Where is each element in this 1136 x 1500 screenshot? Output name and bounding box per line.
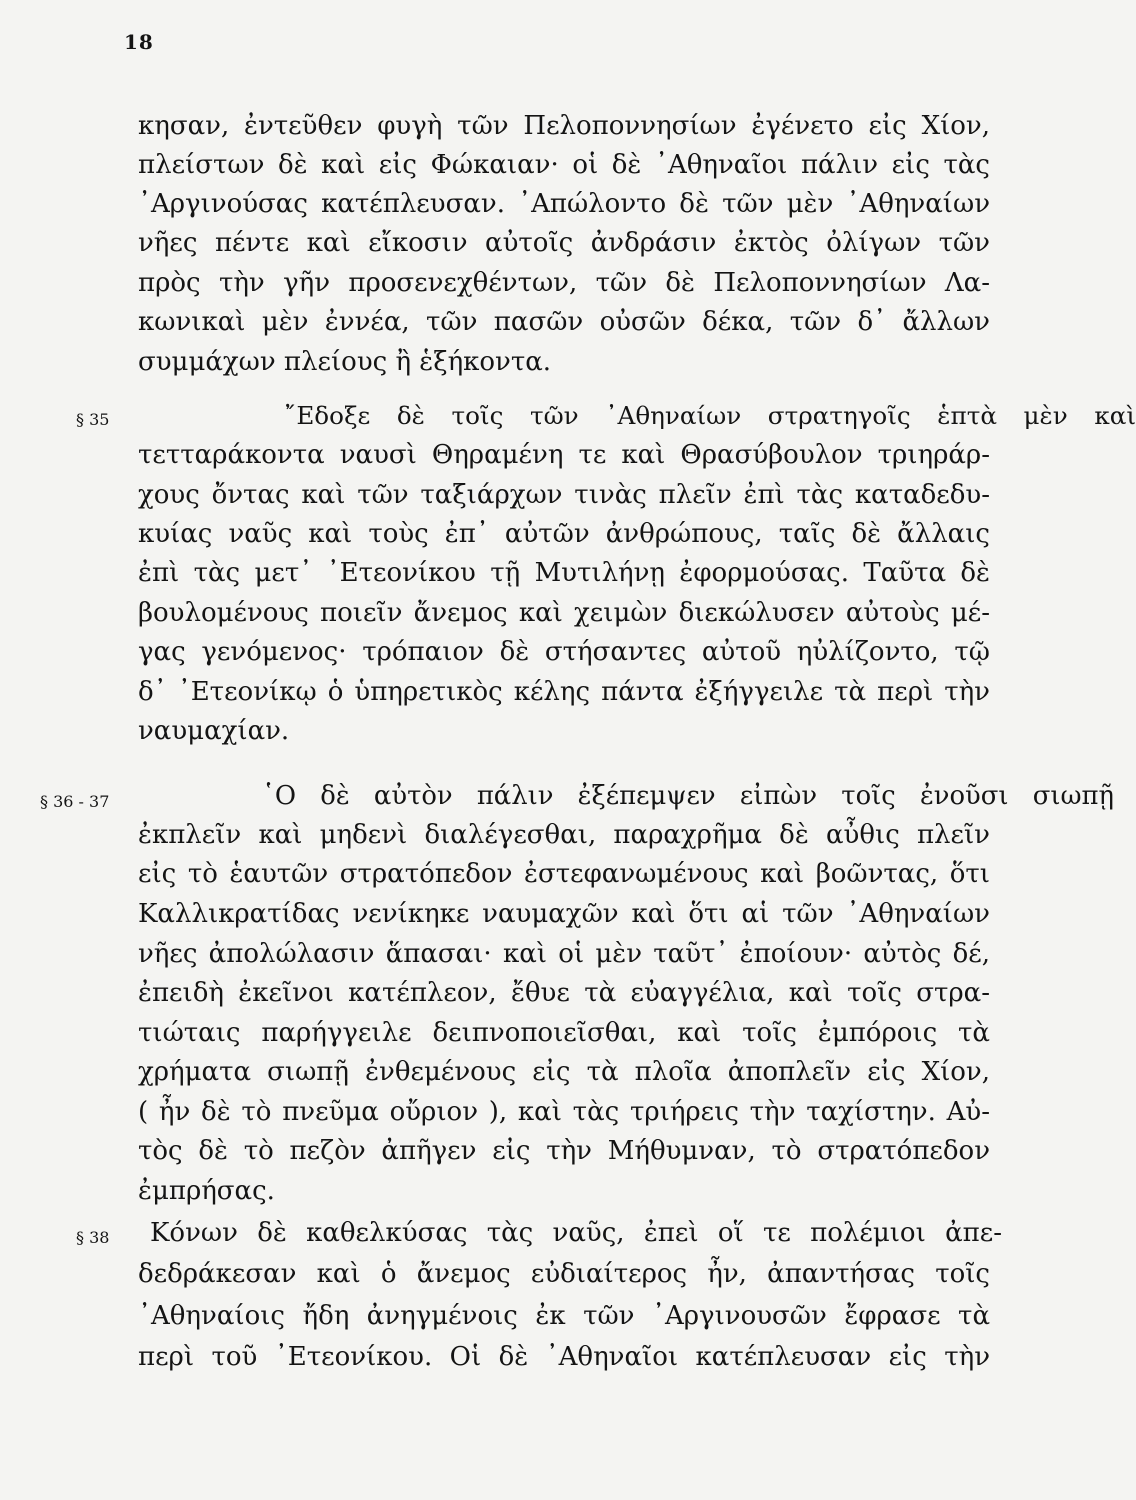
text-line: δ᾿ ᾿Ετεονίκῳ ὁ ὑπηρετικὸς κέλης πάντα ἐξήγγειλε τὰ περὶ τὴν bbox=[138, 677, 990, 707]
section-marker-36-37: § 36 - 37 bbox=[40, 792, 110, 811]
text-line: Κόνων δὲ καθελκύσας τὰς ναῦς, ἐπεὶ οἵ τε πολέμιοι ἀπε- bbox=[150, 1218, 1002, 1248]
text-line: περὶ τοῦ ᾿Ετεονίκου. Οἱ δὲ ᾿Αθηναῖοι κατέπλευσαν εἰς τὴν bbox=[138, 1342, 990, 1372]
text-line: ναυμαχίαν. bbox=[138, 716, 290, 746]
text-line: δεδράκεσαν καὶ ὁ ἄνεμος εὐδιαίτερος ἦν, ἀπαντήσας τοῖς bbox=[138, 1259, 990, 1289]
section-marker-35: § 35 bbox=[76, 410, 110, 429]
text-line: χους ὄντας καὶ τῶν ταξιάρχων τινὰς πλεῖν ἐπὶ τὰς καταδεδυ- bbox=[138, 480, 990, 510]
text-line: κησαν, ἐντεῦθεν φυγὴ τῶν Πελοποννησίων ἐγένετο εἰς Χίον, bbox=[138, 111, 990, 141]
text-line: τιώταις παρήγγειλε δειπνοποιεῖσθαι, καὶ τοῖς ἐμπόροις τὰ bbox=[138, 1018, 990, 1048]
text-line: πλείστων δὲ καὶ εἰς Φώκαιαν· οἱ δὲ ᾿Αθηναῖοι πάλιν εἰς τὰς bbox=[138, 150, 990, 180]
text-line: ( ἦν δὲ τὸ πνεῦμα οὔριον ), καὶ τὰς τριήρεις τὴν ταχίστην. Αὐ- bbox=[138, 1097, 990, 1127]
text-line: ἐπὶ τὰς μετ᾿ ᾿Ετεονίκου τῇ Μυτιλήνῃ ἐφορμούσας. Ταῦτα δὲ bbox=[138, 558, 990, 588]
text-line: ῎Εδοξε δὲ τοῖς τῶν ᾿Αθηναίων στρατηγοῖς ἑπτὰ μὲν καὶ bbox=[284, 401, 1136, 430]
page-number: 18 bbox=[124, 30, 154, 54]
text-line: ἐμπρήσας. bbox=[138, 1176, 275, 1206]
text-line: συμμάχων πλείους ἢ ἑξήκοντα. bbox=[138, 347, 552, 377]
text-line: Καλλικρατίδας νενίκηκε ναυμαχῶν καὶ ὅτι αἱ τῶν ᾿Αθηναίων bbox=[138, 899, 990, 929]
text-line: εἰς τὸ ἑαυτῶν στρατόπεδον ἐστεφανωμένους καὶ βοῶντας, ὅτι bbox=[138, 859, 990, 889]
text-line: ᾿Αργινούσας κατέπλευσαν. ᾿Απώλοντο δὲ τῶν μὲν ᾿Αθηναίων bbox=[138, 189, 990, 219]
text-line: κυίας ναῦς καὶ τοὺς ἐπ᾿ αὐτῶν ἀνθρώπους, ταῖς δὲ ἄλλαις bbox=[138, 519, 990, 549]
text-line: κωνικαὶ μὲν ἐννέα, τῶν πασῶν οὐσῶν δέκα, τῶν δ᾿ ἄλλων bbox=[138, 307, 990, 337]
text-line: ᾿Αθηναίοις ἤδη ἀνηγμένοις ἐκ τῶν ᾿Αργινουσῶν ἔφρασε τὰ bbox=[138, 1301, 990, 1331]
text-line: τὸς δὲ τὸ πεζὸν ἀπῆγεν εἰς τὴν Μήθυμναν, τὸ στρατόπεδον bbox=[138, 1136, 990, 1166]
text-line: γας γενόμενος· τρόπαιον δὲ στήσαντες αὐτοῦ ηὐλίζοντο, τῷ bbox=[138, 637, 990, 667]
text-line: χρήματα σιωπῇ ἐνθεμένους εἰς τὰ πλοῖα ἀποπλεῖν εἰς Χίον, bbox=[138, 1057, 990, 1087]
text-line: νῆες ἀπολώλασιν ἅπασαι· καὶ οἱ μὲν ταῦτ᾿ ἐποίουν· αὐτὸς δέ, bbox=[138, 939, 990, 969]
text-line: πρὸς τὴν γῆν προσενεχθέντων, τῶν δὲ Πελοποννησίων Λα- bbox=[138, 268, 990, 298]
text-line: ἐπειδὴ ἐκεῖνοι κατέπλεον, ἔθυε τὰ εὐαγγέλια, καὶ τοῖς στρα- bbox=[138, 978, 990, 1008]
text-line: νῆες πέντε καὶ εἴκοσιν αὐτοῖς ἀνδράσιν ἐκτὸς ὀλίγων τῶν bbox=[138, 228, 990, 258]
text-line: ῾Ο δὲ αὐτὸν πάλιν ἐξέπεμψεν εἰπὼν τοῖς ἐνοῦσι σιωπῇ bbox=[262, 781, 1114, 811]
section-marker-38: § 38 bbox=[76, 1228, 110, 1247]
text-line: τετταράκοντα ναυσὶ Θηραμένη τε καὶ Θρασύβουλον τριηράρ- bbox=[138, 440, 990, 470]
text-line: βουλομένους ποιεῖν ἄνεμος καὶ χειμὼν διεκώλυσεν αὐτοὺς μέ- bbox=[138, 598, 990, 628]
text-line: ἐκπλεῖν καὶ μηδενὶ διαλέγεσθαι, παραχρῆμα δὲ αὖθις πλεῖν bbox=[138, 820, 990, 850]
